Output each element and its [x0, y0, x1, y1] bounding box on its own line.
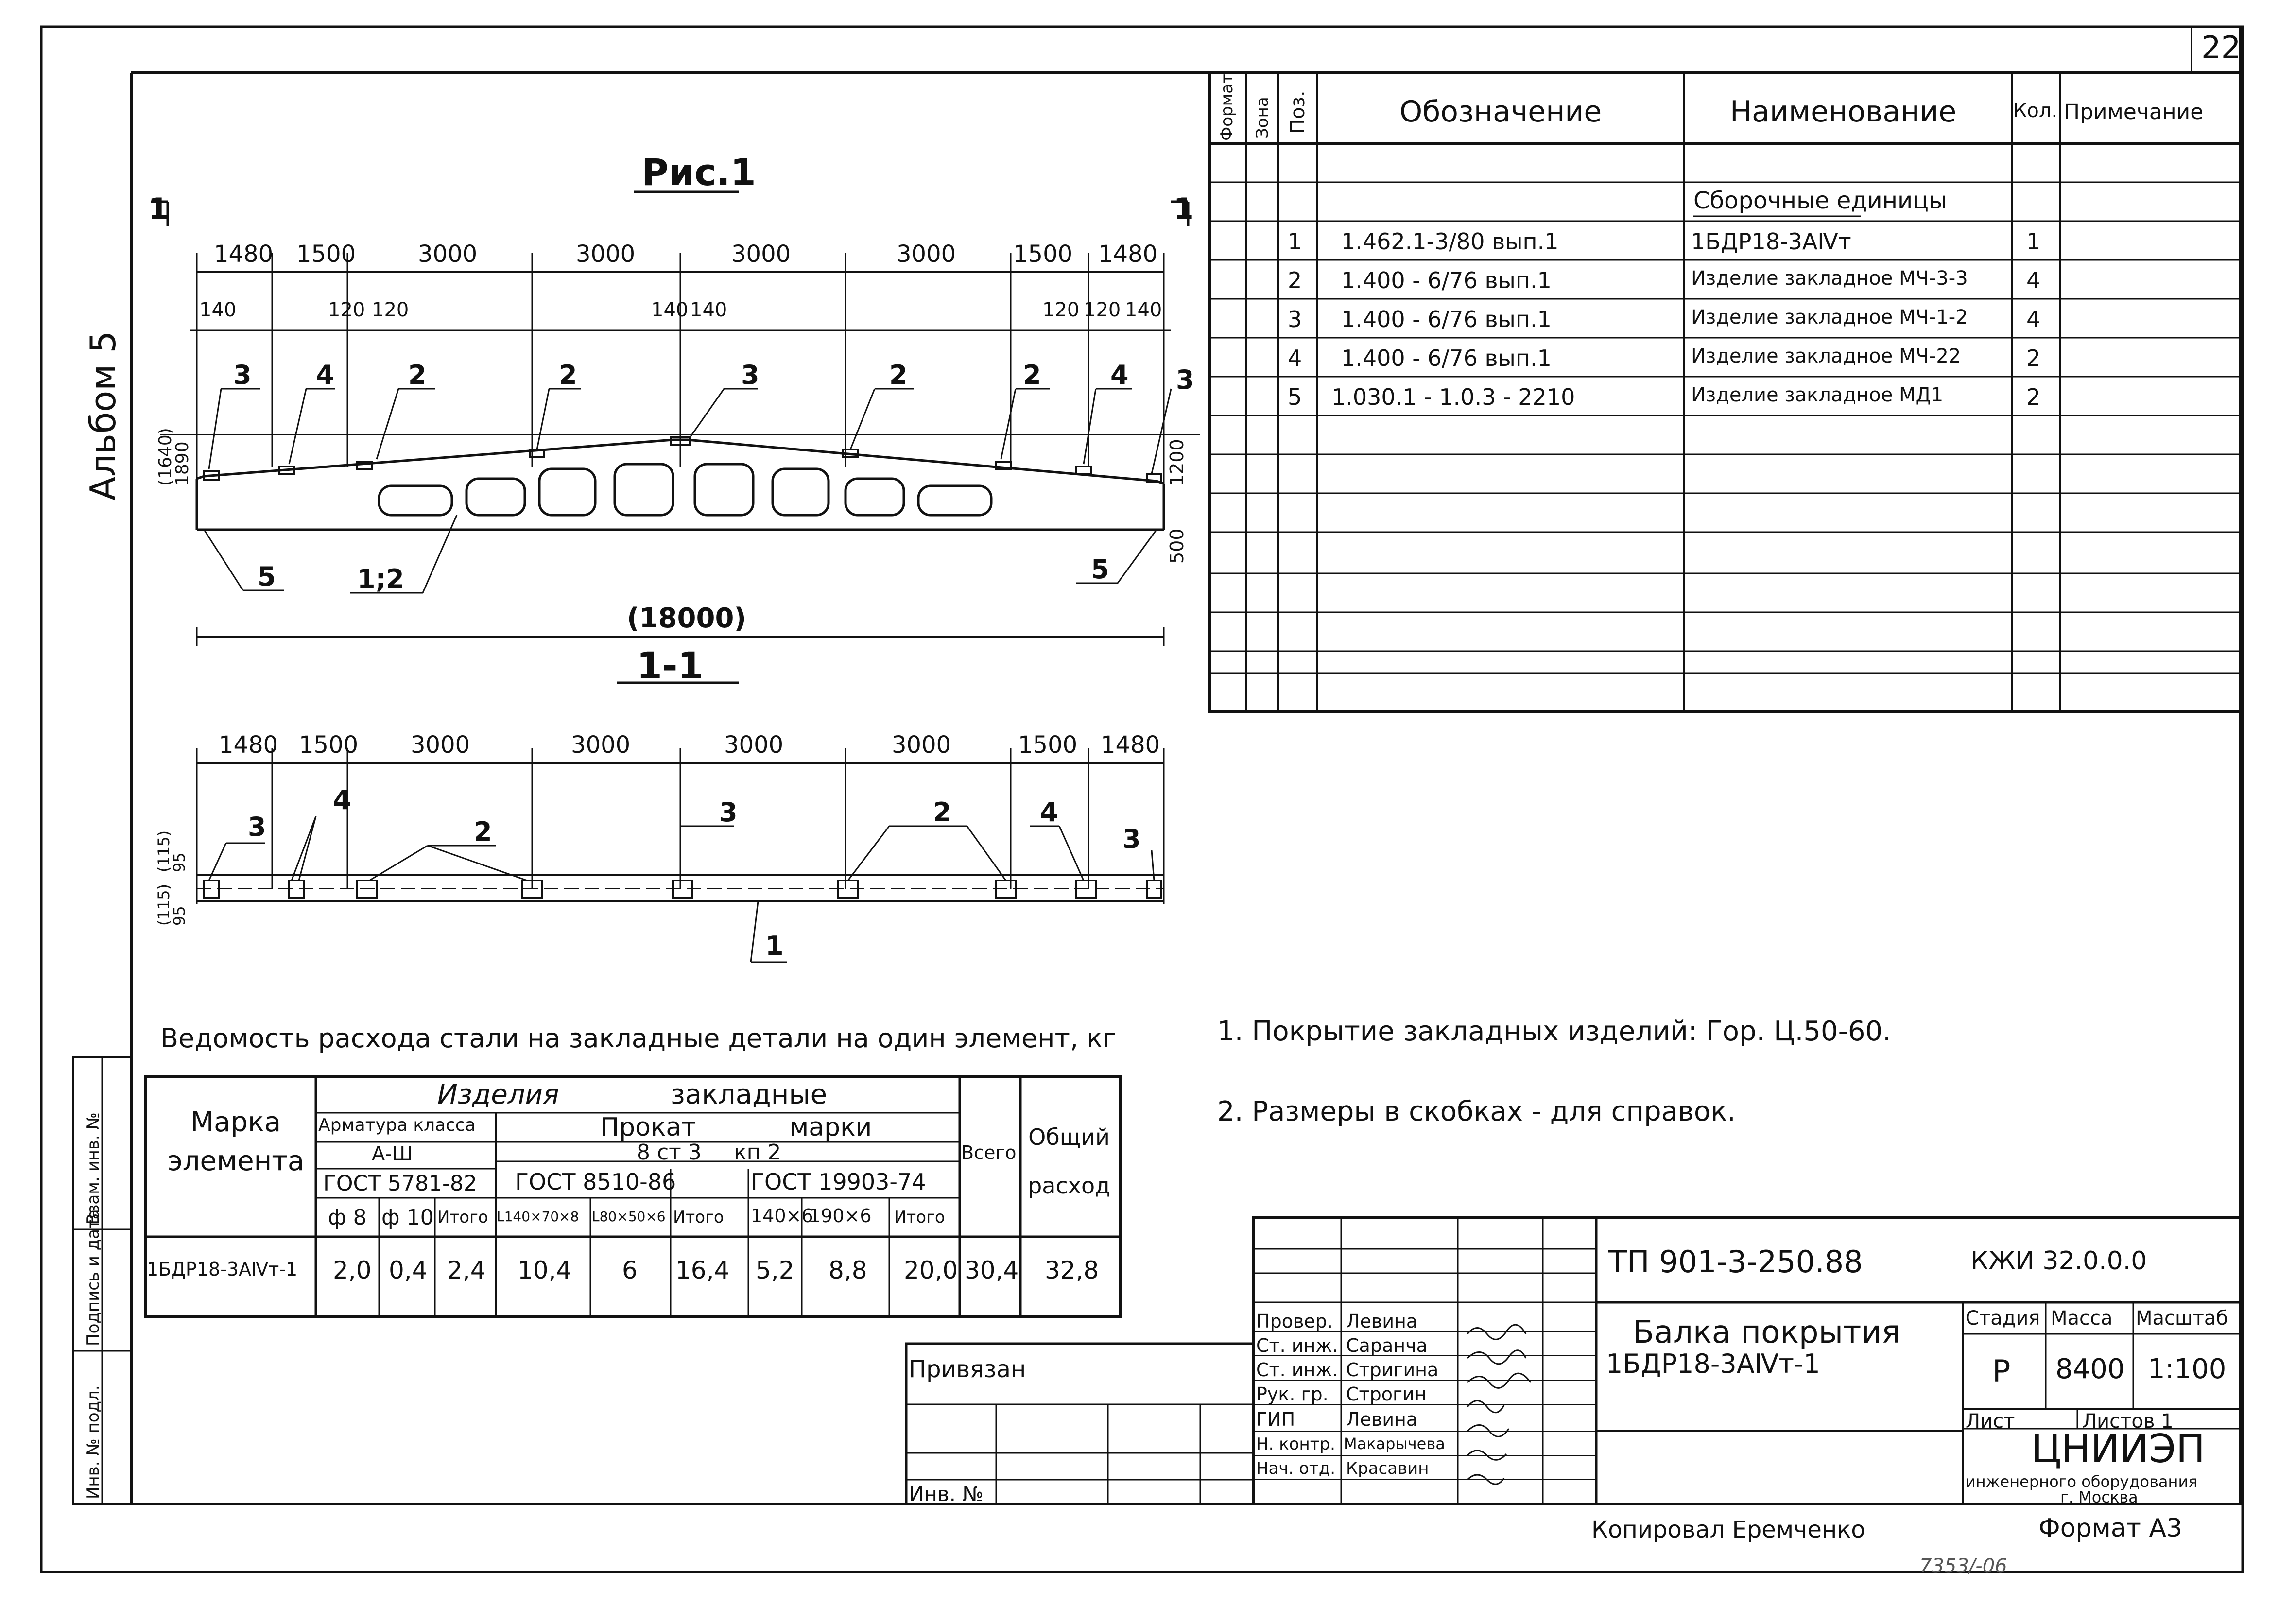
- steel-col-8: 190×6: [809, 1205, 872, 1227]
- tb-tied-label: Привязан: [909, 1356, 1026, 1383]
- tb-role-6: Н. контр.: [1256, 1434, 1335, 1454]
- plan-dim-8: 1480: [1101, 731, 1160, 759]
- tb-role-2: Ст. инж.: [1256, 1335, 1338, 1356]
- format-label: Формат А3: [2038, 1514, 2183, 1543]
- callout-bottom-3: 5: [1091, 554, 1109, 585]
- right-height-2: 500: [1166, 528, 1188, 564]
- steel-col-3: Итого: [437, 1208, 488, 1227]
- plan-callout-5: 2: [933, 797, 951, 828]
- steel-val-5: 6: [622, 1256, 638, 1284]
- steel-h-embedded: закладные: [671, 1079, 828, 1110]
- note-2: 2. Размеры в скобках - для справок.: [1217, 1096, 1736, 1127]
- callout-top-1: 3: [233, 360, 252, 390]
- section-mark-left: 1: [148, 192, 169, 226]
- spec-row-1-qty: 1: [2026, 228, 2041, 255]
- dim-top-7: 1500: [1013, 241, 1073, 268]
- copied-by: Копировал Еремченко: [1591, 1516, 1865, 1543]
- tb-role-5: ГИП: [1256, 1409, 1295, 1430]
- spec-row-2-pos: 2: [1288, 267, 1302, 294]
- figure-title: Рис.1: [641, 151, 756, 194]
- spec-row-4-name: Изделие закладное МЧ-22: [1691, 345, 1961, 367]
- steel-col-6: Итого: [673, 1208, 724, 1227]
- plan-dim-5: 3000: [724, 731, 784, 759]
- spec-row-2-name: Изделие закладное МЧ-3-3: [1691, 267, 1968, 290]
- tb-org-sub: инженерного оборудования: [1966, 1472, 2198, 1491]
- callout-top-2: 4: [316, 360, 334, 390]
- tb-stage: Р: [1992, 1353, 2011, 1389]
- plan-callout-2: 4: [333, 785, 351, 815]
- spec-row-5-designation: 1.030.1 - 1.0.3 - 2210: [1331, 384, 1575, 410]
- steel-val-4: 10,4: [518, 1256, 572, 1284]
- plan-callout-3: 2: [474, 816, 492, 847]
- plan-left-dim-1: (115): [155, 883, 173, 926]
- steel-val-11: 32,8: [1045, 1256, 1099, 1284]
- spec-header-designation: Обозначение: [1399, 95, 1602, 129]
- spec-section-title: Сборочные единицы: [1693, 187, 1947, 214]
- tb-role-2-name: Саранча: [1346, 1335, 1428, 1356]
- steel-col-9: Итого: [894, 1208, 945, 1227]
- dim-top-8: 1480: [1098, 241, 1158, 268]
- spec-row-2-designation: 1.400 - 6/76 вып.1: [1341, 267, 1552, 294]
- callout-top-8: 4: [1110, 360, 1129, 390]
- spec-row-5-name: Изделие закладное МД1: [1691, 384, 1944, 406]
- spec-row-4-qty: 2: [2026, 345, 2041, 371]
- dim-sub-3: 120: [372, 299, 409, 321]
- tb-sheet-label: Лист: [1966, 1410, 2015, 1433]
- tb-role-7-name: Красавин: [1346, 1459, 1429, 1478]
- steel-col-7: 140×6: [751, 1205, 813, 1227]
- steel-h-total-all: Всего: [961, 1142, 1017, 1163]
- tb-scale: 1:100: [2148, 1353, 2227, 1385]
- spec-header-note: Примечание: [2064, 100, 2204, 124]
- callout-bottom-1: 5: [258, 561, 276, 592]
- steel-val-1: 2,0: [333, 1256, 372, 1284]
- steel-val-9: 20,0: [904, 1256, 958, 1284]
- steel-h-rolled: Прокат: [600, 1113, 696, 1142]
- callout-top-9: 3: [1176, 364, 1194, 395]
- steel-h-gost-3: ГОСТ 19903-74: [751, 1169, 926, 1195]
- plan-left-dim-3: (115): [155, 830, 173, 872]
- steel-val-3: 2,4: [447, 1256, 486, 1284]
- plan-callout-7: 3: [1122, 824, 1141, 854]
- steel-val-10: 30,4: [965, 1256, 1019, 1284]
- spec-header-name: Наименование: [1730, 95, 1957, 129]
- spec-row-2-qty: 4: [2026, 267, 2041, 294]
- spec-row-4-designation: 1.400 - 6/76 вып.1: [1341, 345, 1552, 371]
- spec-row-1-designation: 1.462.1-3/80 вып.1: [1341, 228, 1559, 255]
- overall-length: (18000): [627, 603, 747, 634]
- tb-role-6-name: Макарычева: [1344, 1434, 1445, 1453]
- tb-inv-label: Инв. №: [909, 1482, 984, 1506]
- dim-sub-4: 140: [651, 299, 689, 321]
- callout-top-3: 2: [408, 360, 427, 390]
- tb-stage-label: Стадия: [1966, 1307, 2040, 1330]
- side-stamp-label-2: Подпись и дата: [84, 1209, 103, 1346]
- side-stamp-label-3: Взам. инв. №: [84, 1112, 103, 1225]
- tb-role-7: Нач. отд.: [1256, 1459, 1336, 1478]
- plan-dim-4: 3000: [571, 731, 631, 759]
- callout-top-7: 2: [1023, 360, 1041, 390]
- plan-dim-6: 3000: [892, 731, 951, 759]
- spec-header-qty: Кол.: [2013, 100, 2058, 122]
- page-number: 22: [2201, 30, 2241, 66]
- note-1: 1. Покрытие закладных изделий: Гор. Ц.50-60.: [1217, 1016, 1891, 1047]
- tb-role-3: Ст. инж.: [1256, 1359, 1338, 1381]
- section-title: 1-1: [637, 644, 704, 687]
- tb-role-5-name: Левина: [1346, 1409, 1418, 1430]
- steel-title: Ведомость расхода стали на закладные детали на один элемент, кг: [160, 1023, 1117, 1054]
- side-stamp-label-1: Инв. № подл.: [84, 1385, 103, 1499]
- spec-row-5-pos: 5: [1288, 384, 1302, 410]
- tb-role-4: Рук. гр.: [1256, 1383, 1329, 1405]
- dim-sub-5: 140: [690, 299, 727, 321]
- dim-top-2: 1500: [296, 241, 356, 268]
- tb-org: ЦНИИЭП: [2031, 1426, 2205, 1471]
- plan-callout-1: 3: [248, 812, 266, 842]
- plan-dim-3: 3000: [411, 731, 470, 759]
- plan-callout-8: 1: [765, 931, 784, 961]
- spec-row-3-pos: 3: [1288, 306, 1302, 332]
- steel-col-2: ф 10: [381, 1205, 434, 1230]
- tb-mass-label: Масса: [2051, 1307, 2113, 1330]
- callout-top-4: 2: [559, 360, 577, 390]
- right-height-1: 1200: [1166, 439, 1188, 486]
- tb-name-line-1: Балка покрытия: [1633, 1314, 1900, 1350]
- steel-h-total-use: Общий расход: [1028, 1124, 1110, 1199]
- left-height-2: 1890: [173, 441, 192, 486]
- steel-h-grade-1: 8 ст 3: [637, 1140, 702, 1165]
- plan-callout-6: 4: [1040, 797, 1058, 828]
- plan-left-dim-2: 95: [170, 906, 189, 926]
- album-label: Альбом 5: [83, 330, 123, 501]
- steel-h-products: Изделия: [437, 1079, 559, 1110]
- steel-h-gost-2: ГОСТ 8510-86: [515, 1169, 676, 1195]
- steel-h-grade: марки: [790, 1113, 872, 1142]
- steel-val-7: 5,2: [756, 1256, 794, 1284]
- tb-name-line-2: 1БДР18-3АⅣт-1: [1606, 1348, 1820, 1379]
- plan-dim-1: 1480: [219, 731, 278, 759]
- plan-dim-7: 1500: [1018, 731, 1078, 759]
- section-mark-right: 1: [1174, 192, 1194, 226]
- spec-row-3-designation: 1.400 - 6/76 вып.1: [1341, 306, 1552, 332]
- steel-h-gost-1: ГОСТ 5781-82: [323, 1171, 477, 1196]
- dim-top-6: 3000: [897, 241, 956, 268]
- spec-row-1-pos: 1: [1288, 228, 1302, 255]
- tb-code: КЖИ 32.0.0.0: [1970, 1246, 2147, 1276]
- steel-col-4: L140×70×8: [497, 1209, 579, 1225]
- dim-sub-6: 120: [1042, 299, 1080, 321]
- steel-val-6: 16,4: [675, 1256, 730, 1284]
- plan-view: [197, 748, 1164, 962]
- tb-mass: 8400: [2055, 1353, 2125, 1385]
- dim-sub-1: 140: [199, 299, 237, 321]
- steel-h-rebar-class: А-Ш: [372, 1143, 413, 1165]
- steel-row-mark: 1БДР18-3АⅣт-1: [147, 1259, 298, 1280]
- dim-sub-8: 140: [1125, 299, 1162, 321]
- plan-left-dim-4: 95: [170, 852, 189, 872]
- spec-header-pos: Поз.: [1287, 90, 1309, 134]
- dim-top-3: 3000: [418, 241, 478, 268]
- left-height-1: (1640): [155, 428, 175, 486]
- spec-row-5-qty: 2: [2026, 384, 2041, 410]
- tb-role-3-name: Стригина: [1346, 1359, 1439, 1381]
- steel-h-grade-2: кп 2: [734, 1140, 781, 1165]
- plan-dim-2: 1500: [299, 731, 359, 759]
- stamp-number: 7353/-06: [1919, 1555, 2007, 1577]
- spec-row-4-pos: 4: [1288, 345, 1302, 371]
- tb-role-4-name: Строгин: [1346, 1383, 1427, 1405]
- dim-sub-2: 120: [328, 299, 365, 321]
- spec-header-zone: Зона: [1253, 97, 1272, 138]
- spec-row-3-qty: 4: [2026, 306, 2041, 332]
- callout-top-6: 2: [889, 360, 908, 390]
- tb-role-1-name: Левина: [1346, 1311, 1418, 1332]
- tb-sheets-label: Листов 1: [2082, 1410, 2174, 1433]
- steel-col-1: ф 8: [328, 1205, 367, 1230]
- spec-row-1-name: 1БДР18-3АⅣт: [1691, 228, 1851, 255]
- steel-h-rebar: Арматура класса: [318, 1115, 476, 1135]
- steel-val-8: 8,8: [829, 1256, 867, 1284]
- steel-col-5: L80×50×6: [592, 1209, 666, 1225]
- callout-bottom-2: 1;2: [357, 564, 404, 594]
- dim-top-1: 1480: [214, 241, 274, 268]
- tb-org-city: г. Москва: [2060, 1488, 2138, 1506]
- spec-row-3-name: Изделие закладное МЧ-1-2: [1691, 306, 1968, 328]
- dim-top-4: 3000: [576, 241, 636, 268]
- spec-header-format: Формат: [1217, 74, 1237, 141]
- tb-project: ТП 901-3-250.88: [1608, 1244, 1863, 1279]
- steel-h-mark: Марка элемента: [168, 1106, 305, 1177]
- tb-scale-label: Масштаб: [2136, 1307, 2228, 1330]
- steel-val-2: 0,4: [389, 1256, 428, 1284]
- tb-role-1: Провер.: [1256, 1311, 1333, 1332]
- plan-callout-4: 3: [719, 797, 738, 828]
- callout-top-5: 3: [741, 360, 760, 390]
- dim-top-5: 3000: [731, 241, 791, 268]
- dim-sub-7: 120: [1084, 299, 1121, 321]
